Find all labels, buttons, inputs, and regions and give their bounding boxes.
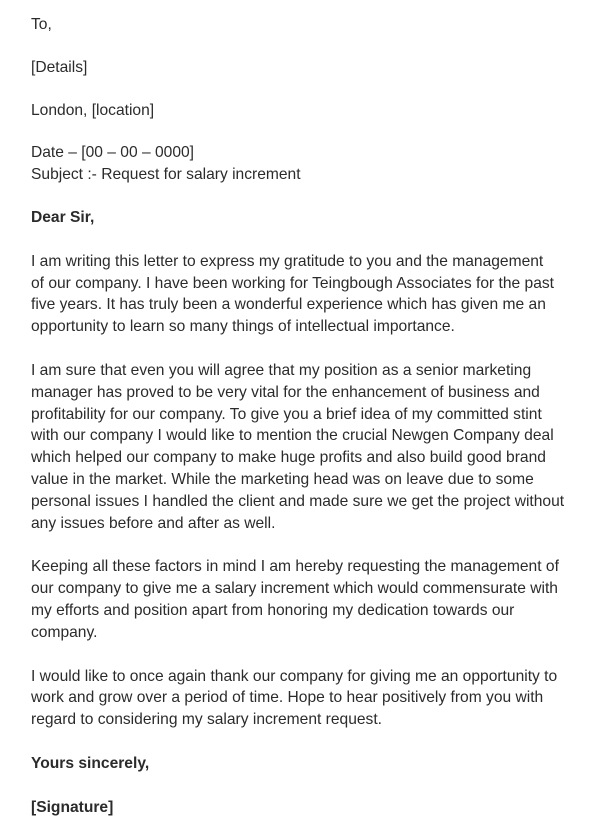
paragraph-line: work and grow over a period of time. Hope to hear positively from you with (31, 689, 544, 707)
paragraph-line: opportunity to learn so many things of intellectual importance. (31, 318, 455, 336)
paragraph-line: our company to give me a salary increment which would commensurate with (31, 580, 558, 598)
paragraph-request (31, 556, 576, 643)
paragraph-line: I would like to once again thank our company for giving me an opportunity to (31, 667, 558, 685)
letter-document (31, 14, 576, 819)
paragraph-line: of our company. I have been working for Teingbough Associates for the past (31, 274, 554, 292)
letter-subject: Subject :- Request for salary increment (31, 166, 301, 184)
paragraph-line: profitability for our company. To give you a brief idea of my committed stint (31, 405, 542, 423)
recipient-to: To, (31, 16, 52, 33)
paragraph-line: regard to considering my salary increment request. (31, 711, 383, 729)
paragraph-line: I am sure that even you will agree that my position as a senior marketing (31, 361, 532, 379)
paragraph-line: manager has proved to be very vital for the enhancement of business and (31, 383, 540, 401)
paragraph-line: personal issues I handled the client and made sure we get the project without (31, 492, 565, 510)
paragraph-line: my efforts and position apart from honoring my dedication towards our (31, 601, 515, 619)
paragraph-thanks (31, 666, 576, 731)
paragraph-line: company. (31, 623, 98, 641)
closing: Yours sincerely, (31, 754, 150, 772)
paragraph-gratitude (31, 251, 576, 338)
paragraph-line: Keeping all these factors in mind I am hereby requesting the management of (31, 558, 559, 576)
recipient-details: [Details] (31, 58, 88, 76)
paragraph-line: I am writing this letter to express my gratitude to you and the management (31, 252, 544, 270)
recipient-location: London, [location] (31, 101, 155, 119)
paragraph-achievements (31, 360, 576, 534)
letter-date: Date – [00 – 00 – 0000] (31, 144, 194, 162)
paragraph-line: any issues before and after as well. (31, 514, 276, 532)
paragraph-line: value in the market. While the marketing head was on leave due to some (31, 470, 534, 488)
signature-placeholder: [Signature] (31, 798, 114, 816)
paragraph-line: five years. It has truly been a wonderful experience which has given me an (31, 296, 546, 314)
paragraph-line: which helped our company to make huge profits and also build good brand (31, 449, 546, 467)
paragraph-line: with our company I would like to mention the crucial Newgen Company deal (31, 427, 554, 445)
salutation: Dear Sir, (31, 208, 95, 226)
